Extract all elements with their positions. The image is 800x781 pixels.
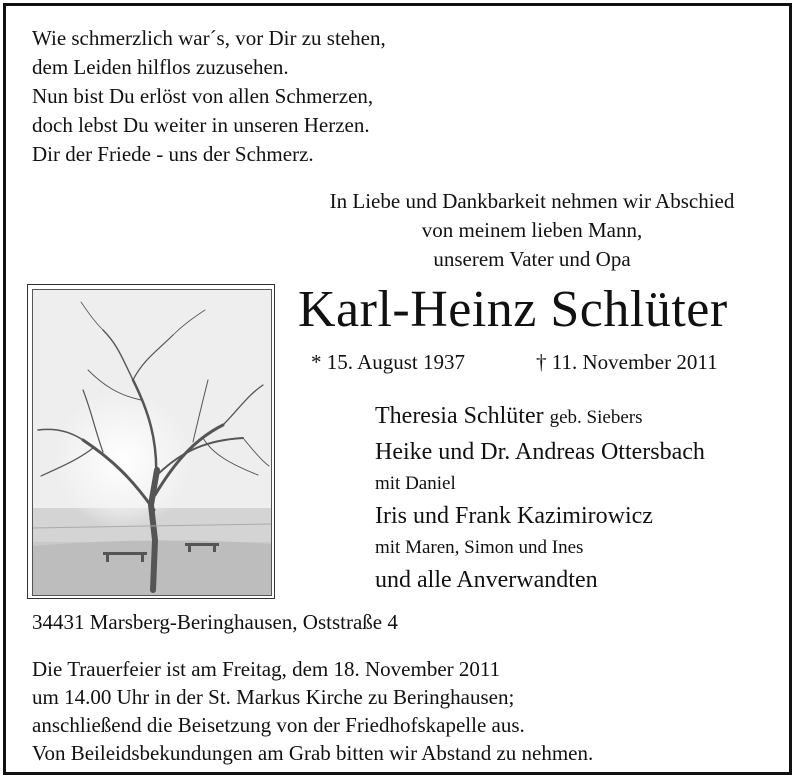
poem-line: Nun bist Du erlöst von allen Schmerzen,: [32, 84, 374, 108]
poem-line: Wie schmerzlich war´s, vor Dir zu stehen,: [32, 26, 386, 50]
funeral-info-line: anschließend die Beisetzung von der Friedhofskapelle aus.: [32, 713, 525, 737]
death-date: † 11. November 2011: [536, 350, 718, 374]
wife-name: Theresia Schlüter: [375, 403, 544, 429]
family-child: Heike und Dr. Andreas Ottersbach: [375, 439, 705, 465]
family-wife: [375, 404, 642, 428]
funeral-info-line: um 14.00 Uhr in der St. Markus Kirche zu Beringhausen;: [32, 685, 515, 709]
address: 34431 Marsberg-Beringhausen, Oststraße 4: [32, 610, 398, 634]
funeral-info-line: Die Trauerfeier ist am Freitag, dem 18. November 2011: [32, 657, 501, 681]
intro-line: unserem Vater und Opa: [433, 247, 631, 271]
wife-maiden-name: geb. Siebers: [549, 407, 643, 428]
poem-line: dem Leiden hilflos zuzusehen.: [32, 55, 289, 79]
intro-line: von meinem lieben Mann,: [421, 218, 643, 242]
family-grandchild: mit Daniel: [375, 473, 456, 494]
intro-line: In Liebe und Dankbarkeit nehmen wir Abschied: [329, 189, 735, 213]
birth-date: * 15. August 1937: [311, 350, 466, 374]
tree-lake-image: [33, 290, 271, 595]
poem-line: doch lebst Du weiter in unseren Herzen.: [32, 113, 370, 137]
family-child: Iris und Frank Kazimirowicz: [375, 503, 653, 529]
memorial-photo: [27, 284, 275, 599]
family-grandchild: mit Maren, Simon und Ines: [375, 537, 584, 558]
family-relatives: und alle Anverwandten: [375, 567, 598, 593]
deceased-name: Karl-Heinz Schlüter: [298, 281, 728, 338]
poem-line: Dir der Friede - uns der Schmerz.: [32, 142, 314, 166]
funeral-info-line: Von Beileidsbekundungen am Grab bitten wir Abstand zu nehmen.: [32, 741, 594, 765]
